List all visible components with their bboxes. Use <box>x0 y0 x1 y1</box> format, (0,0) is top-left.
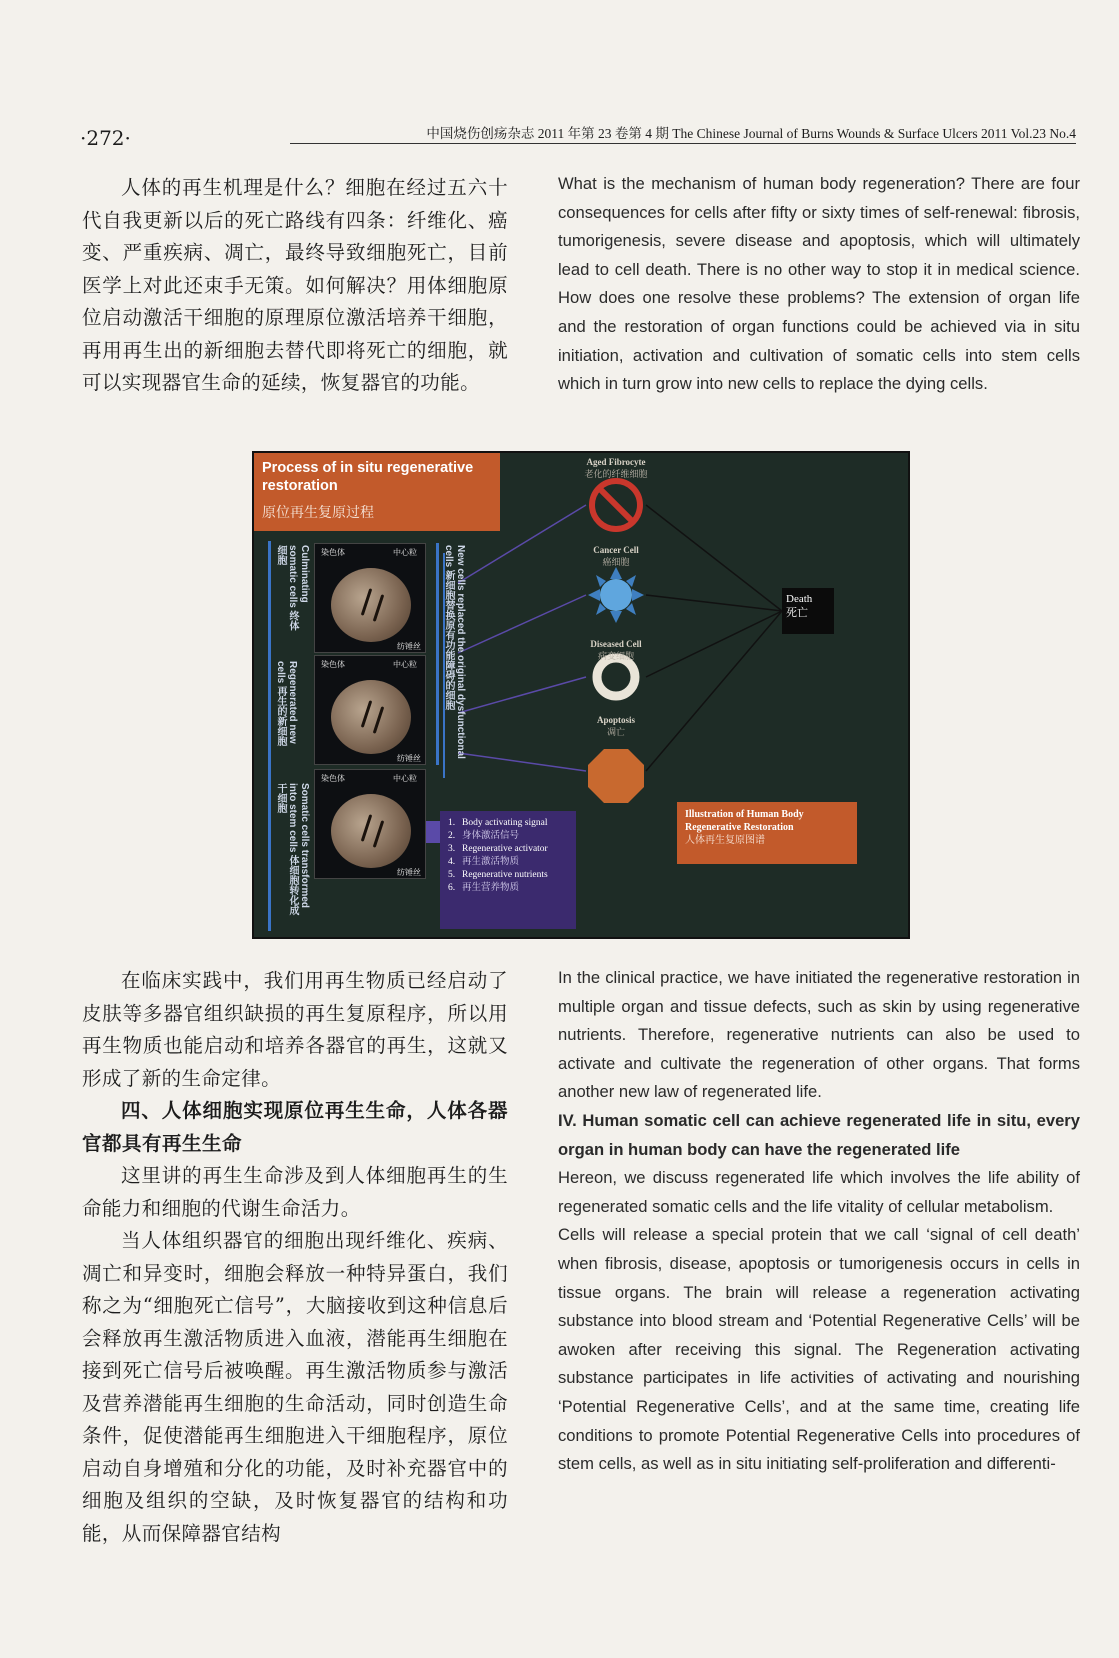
cell-panel-bottom <box>314 769 426 879</box>
regeneration-figure <box>252 451 910 939</box>
en-paragraph: What is the mechanism of human body regeneration? There are four consequences for cells after fifty or sixty times of self-renewal: fibrosis, tumorigenesis, severe disease and apoptosis, which will ultimately lead to cell death. There is no other way to stop it in medical science. How does one resolve these problems? The extension of organ life and the restoration of organ functions could be achieved via in situ initiation, activation and cultivation of somatic cells into stem cells which in turn grow into new cells to replace the dying cells. <box>558 174 1080 394</box>
tag-centriole: 中心粒 <box>393 548 417 557</box>
cn-paragraph: 当人体组织器官的细胞出现纤维化、疾病、凋亡和异变时，细胞会释放一种特异蛋白，我们称之为“细胞死亡信号”，大脑接收到这种信息后会释放再生激活物质进入血液，潜能再生细胞在接到死亡信号后被唤醒。再生激活物质参与激活及营养潜能再生细胞的生命活动，同时创造生命条件，促使潜能再生细胞进入干细胞程序，原位启动自身增殖和分化的功能，及时补充器官中的细胞及组织的空缺，及时恢复器官的结构和功能，从而保障器官结构 <box>82 1229 508 1545</box>
diseased-cell-icon <box>597 658 635 696</box>
illustration-title-en: Illustration of Human Body Regenerative Restoration <box>685 809 804 833</box>
line-cancer-death <box>646 595 782 611</box>
aged-fibrocyte-slash <box>599 488 633 522</box>
page-number: ·272· <box>80 126 131 150</box>
signal-item: 4. 再生激活物质 <box>448 857 520 867</box>
en-section-heading: IV. Human somatic cell can achieve regenerated life in situ, every organ in human body can have the regenerated life <box>558 1110 1080 1159</box>
signal-item: 1. Body activating signal <box>448 818 548 828</box>
tag-chromosome: 染色体 <box>321 548 345 557</box>
label-culminating-cells: Culminating somatic cells 终体细胞 <box>275 545 310 631</box>
node-diseased-cell: Diseased Cell 病变细胞 <box>590 639 642 661</box>
signal-list <box>440 811 576 929</box>
label-regenerated-cells: Regenerated new cells 再生的新细胞 <box>275 661 298 747</box>
signal-item: 2. 身体激活信号 <box>448 831 520 841</box>
en-bottom-column <box>558 964 1080 1479</box>
cn-paragraph: 这里讲的再生生命涉及到人体细胞再生的生命能力和细胞的代谢生命活力。 <box>82 1164 508 1220</box>
node-cancer-cell: Cancer Cell 癌细胞 <box>593 545 639 567</box>
cn-paragraph: 人体的再生机理是什么？细胞在经过五六十代自我更新以后的死亡路线有四条：纤维化、癌变、严重疾病、凋亡，最终导致细胞死亡，目前医学上对此还束手无策。如何解决？用体细胞原位启动激活干细胞的原理原位激活培养干细胞，再用再生出的新细胞去替代即将死亡的细胞，就可以实现器官生命的延续，恢复器官的功能。 <box>82 176 508 394</box>
cn-paragraph: 在临床实践中，我们用再生物质已经启动了皮肤等多器官组织缺损的再生复原程序，所以用再生物质也能启动和培养各器官的再生，这就又形成了新的生命定律。 <box>82 969 508 1090</box>
tag-spindle: 纺锤丝 <box>397 868 421 877</box>
figure-title-en: Process of in situ regenerative restoration <box>262 460 474 494</box>
tag-spindle: 纺锤丝 <box>397 642 421 651</box>
header-rule <box>290 143 1076 144</box>
illustration-title-cn: 人体再生复原图谱 <box>685 835 765 846</box>
cancer-cell-icon <box>588 567 644 623</box>
death-label-en: Death <box>786 593 813 605</box>
cell-nucleus <box>331 680 411 754</box>
running-head: 中国烧伤创疡杂志 2011 年第 23 卷第 4 期 The Chinese Journal of Burns Wounds & Surface Ulcers 2011 Vol.23 No.4 <box>426 126 1076 141</box>
illustration-caption-box <box>677 802 857 864</box>
en-paragraph: In the clinical practice, we have initiated the regenerative restoration in multiple organ and tissue defects, such as skin by using regenerative nutrients. Therefore, regenerative nutrients can also be used to activate and cultivate the regeneration of other organs. That forms another new law of regenerated life. <box>558 968 1080 1102</box>
signal-item: 6. 再生营养物质 <box>448 883 520 893</box>
cn-section-heading: 四、人体细胞实现原位再生生命，人体各器官都具有再生生命 <box>82 1099 508 1155</box>
node-aged-fibrocyte: Aged Fibrocyte 老化的纤维细胞 <box>584 457 648 479</box>
cn-top-column <box>82 172 508 400</box>
figure-title-cn: 原位再生复原过程 <box>262 506 374 521</box>
node-apoptosis: Apoptosis 凋亡 <box>596 715 635 737</box>
line-to-apoptosis <box>458 753 586 771</box>
tag-centriole: 中心粒 <box>393 774 417 783</box>
signal-item: 3. Regenerative activator <box>448 844 548 854</box>
cell-nucleus <box>331 568 411 642</box>
death-label-cn: 死亡 <box>786 607 808 619</box>
label-new-cells-replaced: New cells replaced the original dysfunctional cells 新细胞替换原有功能障碍的细胞 <box>443 545 466 759</box>
en-paragraph: Hereon, we discuss regenerated life which involves the life ability of regenerated somatic cells and the life vitality of cellular metabolism. <box>558 1168 1080 1216</box>
cell-panel-middle <box>314 655 426 765</box>
tag-chromosome: 染色体 <box>321 774 345 783</box>
tag-chromosome: 染色体 <box>321 660 345 669</box>
line-to-diseased <box>458 677 586 713</box>
figure-title-box <box>254 453 500 531</box>
page-header <box>80 118 1076 148</box>
cn-bottom-column <box>82 965 508 1550</box>
signal-item: 5. Regenerative nutrients <box>448 870 548 880</box>
middle-vertical-bar <box>436 543 439 765</box>
label-transformed-cells: Somatic cells transformed into stem cells 体细胞转化成干细胞 <box>275 783 310 916</box>
death-box <box>782 588 834 634</box>
tag-centriole: 中心粒 <box>393 660 417 669</box>
en-paragraph: Cells will release a special protein that we call ‘signal of cell death’ when fibrosis, disease, apoptosis or tumorigenesis occurs in cells in tissue organs. The brain will release a regeneration activating substance into blood stream and ‘Potential Regenerative Cells’ will be awoken after receiving this signal. The Regeneration activating substance participates in life activities of activating and nourishing ‘Potential Regenerative Cells’, and at the same time, creating life conditions to promote Potential Regenerative Cells into procedures of stem cells, as well as in situ initiating self-proliferation and differenti- <box>558 1225 1080 1474</box>
en-top-column <box>558 170 1080 399</box>
line-apoptosis-death <box>646 611 782 771</box>
cell-panel-top <box>314 543 426 653</box>
cell-nucleus <box>331 794 411 868</box>
apoptosis-icon <box>588 749 644 803</box>
tag-spindle: 纺锤丝 <box>397 754 421 763</box>
left-vertical-bar <box>268 541 271 931</box>
